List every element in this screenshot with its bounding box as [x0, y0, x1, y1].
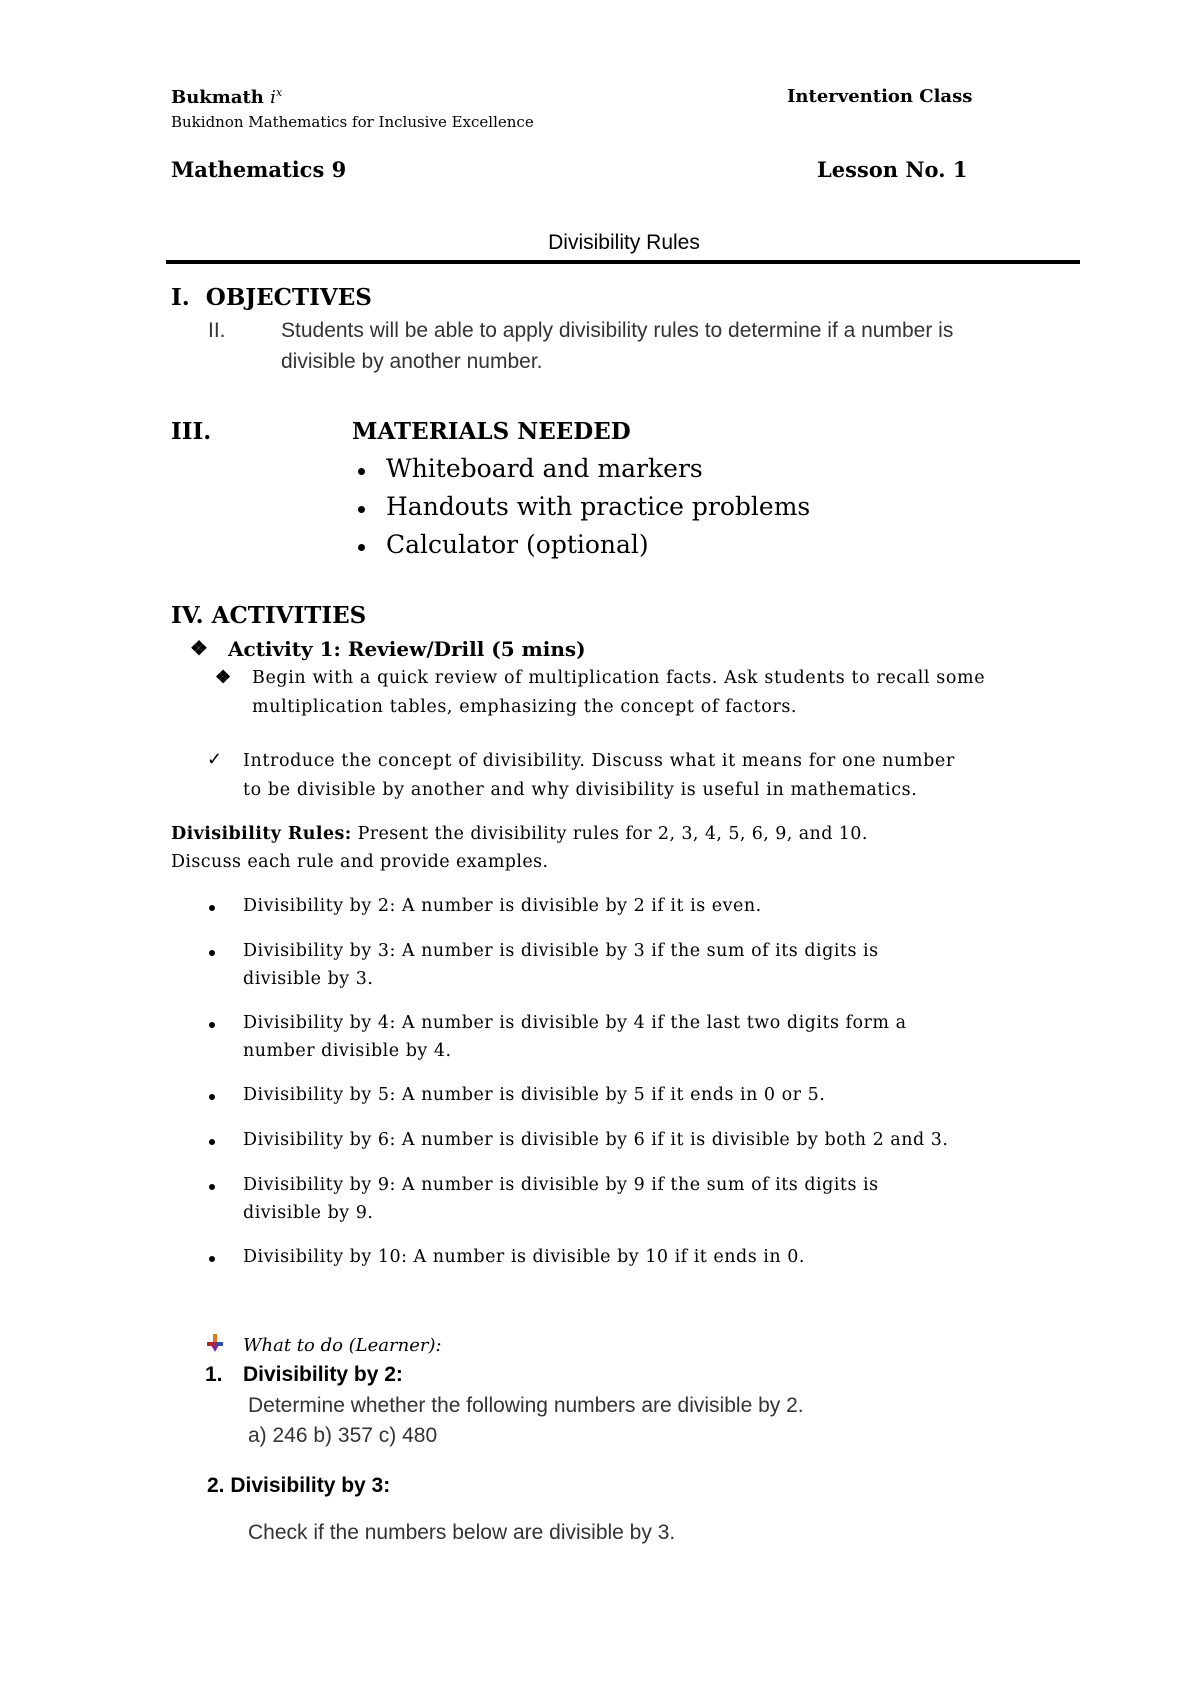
task-1-number: 1. [205, 1363, 223, 1386]
bullet-icon [209, 1139, 215, 1145]
diamond-bullet-icon: ❖ [215, 667, 232, 688]
class-label: Intervention Class [787, 86, 973, 107]
rule-item: Divisibility by 10: A number is divisible by 10 if it ends in 0. [243, 1247, 805, 1267]
lesson-number: Lesson No. 1 [817, 157, 968, 182]
task-1-title: Divisibility by 2: [243, 1363, 403, 1386]
material-item: Whiteboard and markers [386, 454, 703, 483]
bullet-icon [209, 1022, 215, 1028]
checkmark-icon: ✓ [207, 749, 223, 770]
review-line-2: multiplication tables, emphasizing the concept of factors. [252, 697, 798, 717]
material-item: Calculator (optional) [386, 530, 649, 559]
bullet-icon [209, 905, 215, 911]
objectives-heading [171, 284, 372, 311]
intro-line-2: to be divisible by another and why divisibility is useful in mathematics. [243, 780, 918, 800]
subtitle: Bukidnon Mathematics for Inclusive Excellence [171, 113, 534, 131]
objectives-heading-text: OBJECTIVES [205, 284, 372, 311]
task-1-line-1: Determine whether the following numbers are divisible by 2. [248, 1394, 804, 1417]
objectives-numeral: I. [171, 284, 190, 311]
rule-item-cont: divisible by 9. [243, 1203, 374, 1223]
objective-line-2: divisible by another number. [281, 350, 543, 373]
materials-numeral: III. [171, 418, 212, 445]
bullet-icon [358, 468, 365, 475]
bullet-icon [358, 544, 365, 551]
bullet-icon [209, 1094, 215, 1100]
review-line-1: Begin with a quick review of multiplication facts. Ask students to recall some [252, 668, 986, 688]
diamond-bullet-icon: ❖ [190, 636, 208, 660]
rule-item: Divisibility by 2: A number is divisible by 2 if it is even. [243, 896, 762, 916]
material-item: Handouts with practice problems [386, 492, 811, 521]
materials-heading: MATERIALS NEEDED [352, 418, 631, 445]
rules-intro-text: Present the divisibility rules for 2, 3, 4, 5, 6, 9, and 10. [351, 824, 868, 844]
brand-name: Bukmath [171, 87, 264, 109]
rule-item: Divisibility by 3: A number is divisible by 3 if the sum of its digits is [243, 941, 879, 961]
intro-line-1: Introduce the concept of divisibility. Discuss what it means for one number [243, 751, 955, 771]
page-title: Divisibility Rules [548, 231, 700, 254]
rules-label: Divisibility Rules: [171, 824, 352, 844]
objective-numeral: II. [208, 319, 226, 342]
task-2-title: 2. Divisibility by 3: [207, 1474, 391, 1497]
bullet-icon [209, 1184, 215, 1190]
activity-1-title: Activity 1: Review/Drill (5 mins) [228, 637, 586, 661]
activities-heading: IV. ACTIVITIES [171, 602, 367, 629]
rules-intro [171, 824, 868, 844]
brand-mark: $i^x$ [270, 86, 283, 109]
rule-item: Divisibility by 6: A number is divisible by 6 if it is divisible by both 2 and 3. [243, 1130, 949, 1150]
rule-item: Divisibility by 4: A number is divisible by 4 if the last two digits form a [243, 1013, 907, 1033]
arrow-bullet-icon [207, 1334, 223, 1352]
subject: Mathematics 9 [171, 157, 347, 182]
title-rule [166, 260, 1080, 264]
bullet-icon [358, 506, 365, 513]
rules-intro-line-2: Discuss each rule and provide examples. [171, 852, 549, 872]
task-2-line-1: Check if the numbers below are divisible by 3. [248, 1521, 676, 1544]
task-1-line-2: a) 246 b) 357 c) 480 [248, 1424, 438, 1447]
rule-item: Divisibility by 5: A number is divisible by 5 if it ends in 0 or 5. [243, 1085, 826, 1105]
brand [171, 86, 282, 108]
bullet-icon [209, 1256, 215, 1262]
bullet-icon [209, 950, 215, 956]
rule-item-cont: divisible by 3. [243, 969, 374, 989]
what-to-do-label: What to do (Learner): [243, 1335, 442, 1356]
objective-line-1: Students will be able to apply divisibility rules to determine if a number is [281, 319, 954, 342]
rule-item-cont: number divisible by 4. [243, 1041, 452, 1061]
rule-item: Divisibility by 9: A number is divisible by 9 if the sum of its digits is [243, 1175, 879, 1195]
